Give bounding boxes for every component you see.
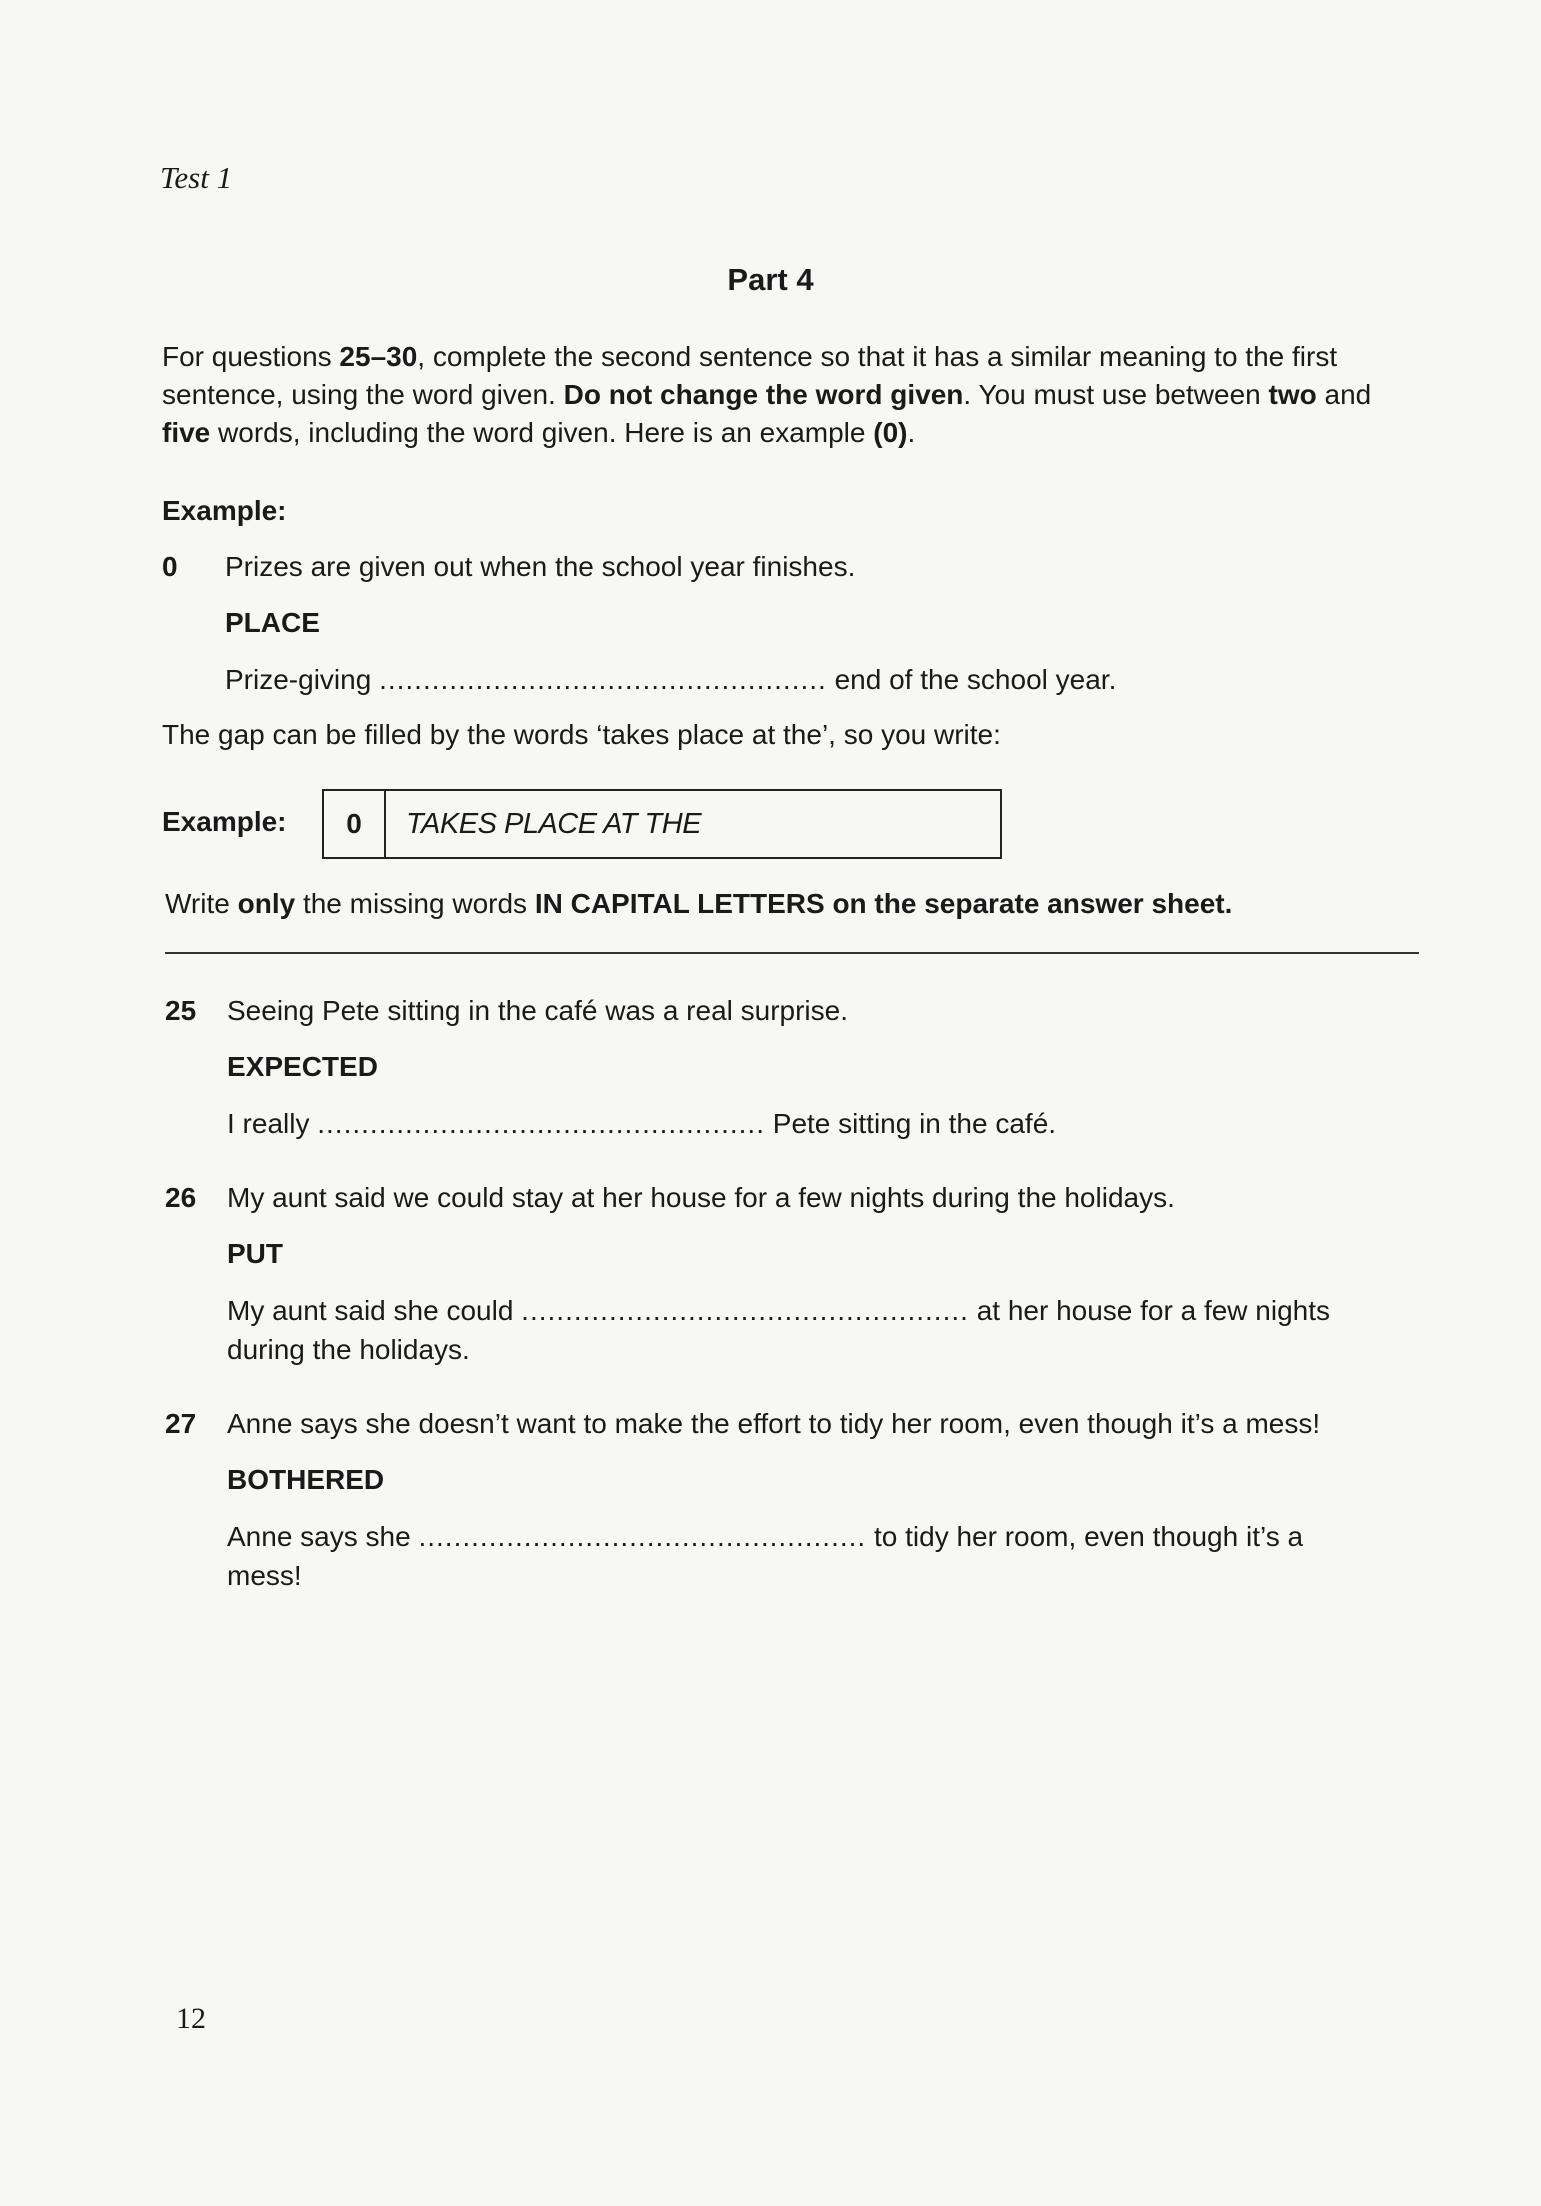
instructions-text: . [907,417,916,448]
question-end-continued: during the holidays. [227,1334,470,1365]
instructions-text: and [1316,379,1372,410]
example-end: end of the school year. [834,664,1117,695]
instructions-min-words: two [1268,379,1317,410]
example-number: 0 [162,551,178,582]
question-start: My aunt said she could [227,1295,514,1326]
question-end-continued: mess! [227,1560,302,1591]
instructions-text: , complete the second sentence so that it has a similar meaning to the first sentence, using the word given. [162,341,1338,410]
example-keyword: PLACE [225,607,320,638]
question-end: Pete sitting in the café. [772,1108,1057,1139]
question-answer-gap: ................................................... [418,1521,867,1552]
question-sentence: Seeing Pete sitting in the café was a real surprise. [227,995,849,1026]
divider [165,952,1419,954]
question-keyword: EXPECTED [227,1051,378,1082]
example-answer-box [322,789,1002,859]
example-box-answer: TAKES PLACE AT THE [406,807,702,840]
question-sentence: My aunt said we could stay at her house for a few nights during the holidays. [227,1182,1175,1213]
question-number: 25 [165,995,197,1026]
page-number: 12 [176,2002,206,2035]
question-keyword: PUT [227,1238,283,1269]
question-end: at her house for a few nights [976,1295,1331,1326]
instructions-text: words, including the word given. Here is an example [210,417,874,448]
example-sentence: Prizes are given out when the school year finishes. [225,551,856,582]
instructions-text: . You must use between [963,379,1269,410]
write-note-text: the missing words [295,888,535,919]
instructions-max-words: five [162,417,211,448]
instructions [162,338,1424,452]
example-box-number: 0 [324,791,386,857]
question-sentence: Anne says she doesn’t want to make the effort to tidy her room, even though it’s a mess! [227,1408,1321,1439]
question-answer-gap: ................................................... [521,1295,969,1326]
part-title: Part 4 [727,262,814,297]
question-gapped-sentence [227,1295,1330,1327]
example-start: Prize-giving [225,664,372,695]
question-keyword: BOTHERED [227,1464,385,1495]
write-note-capitals: IN CAPITAL LETTERS on the separate answer sheet. [534,888,1233,919]
test-label: Test 1 [160,160,233,195]
write-note [165,888,1232,920]
instructions-text: For questions [162,341,340,372]
question-number: 27 [165,1408,197,1439]
question-answer-gap: ................................................... [317,1108,765,1139]
question-gapped-sentence [227,1521,1303,1553]
question-number: 26 [165,1182,197,1213]
question-start: I really [227,1108,310,1139]
example-gapped-sentence [225,664,1116,696]
question-start: Anne says she [227,1521,411,1552]
example-gap: ................................................... [379,664,827,695]
write-note-text: Write [165,888,238,919]
question-end: to tidy her room, even though it’s a [873,1521,1304,1552]
instructions-question-range: 25–30 [339,341,418,372]
write-note-only: only [237,888,296,919]
example-box-label: Example: [162,806,287,837]
question-gapped-sentence [227,1108,1056,1140]
example-explanation: The gap can be filled by the words ‘takes place at the’, so you write: [162,719,1001,750]
instructions-warning: Do not change the word given [563,379,964,410]
example-heading: Example: [162,495,287,526]
instructions-example-ref: (0) [873,417,908,448]
